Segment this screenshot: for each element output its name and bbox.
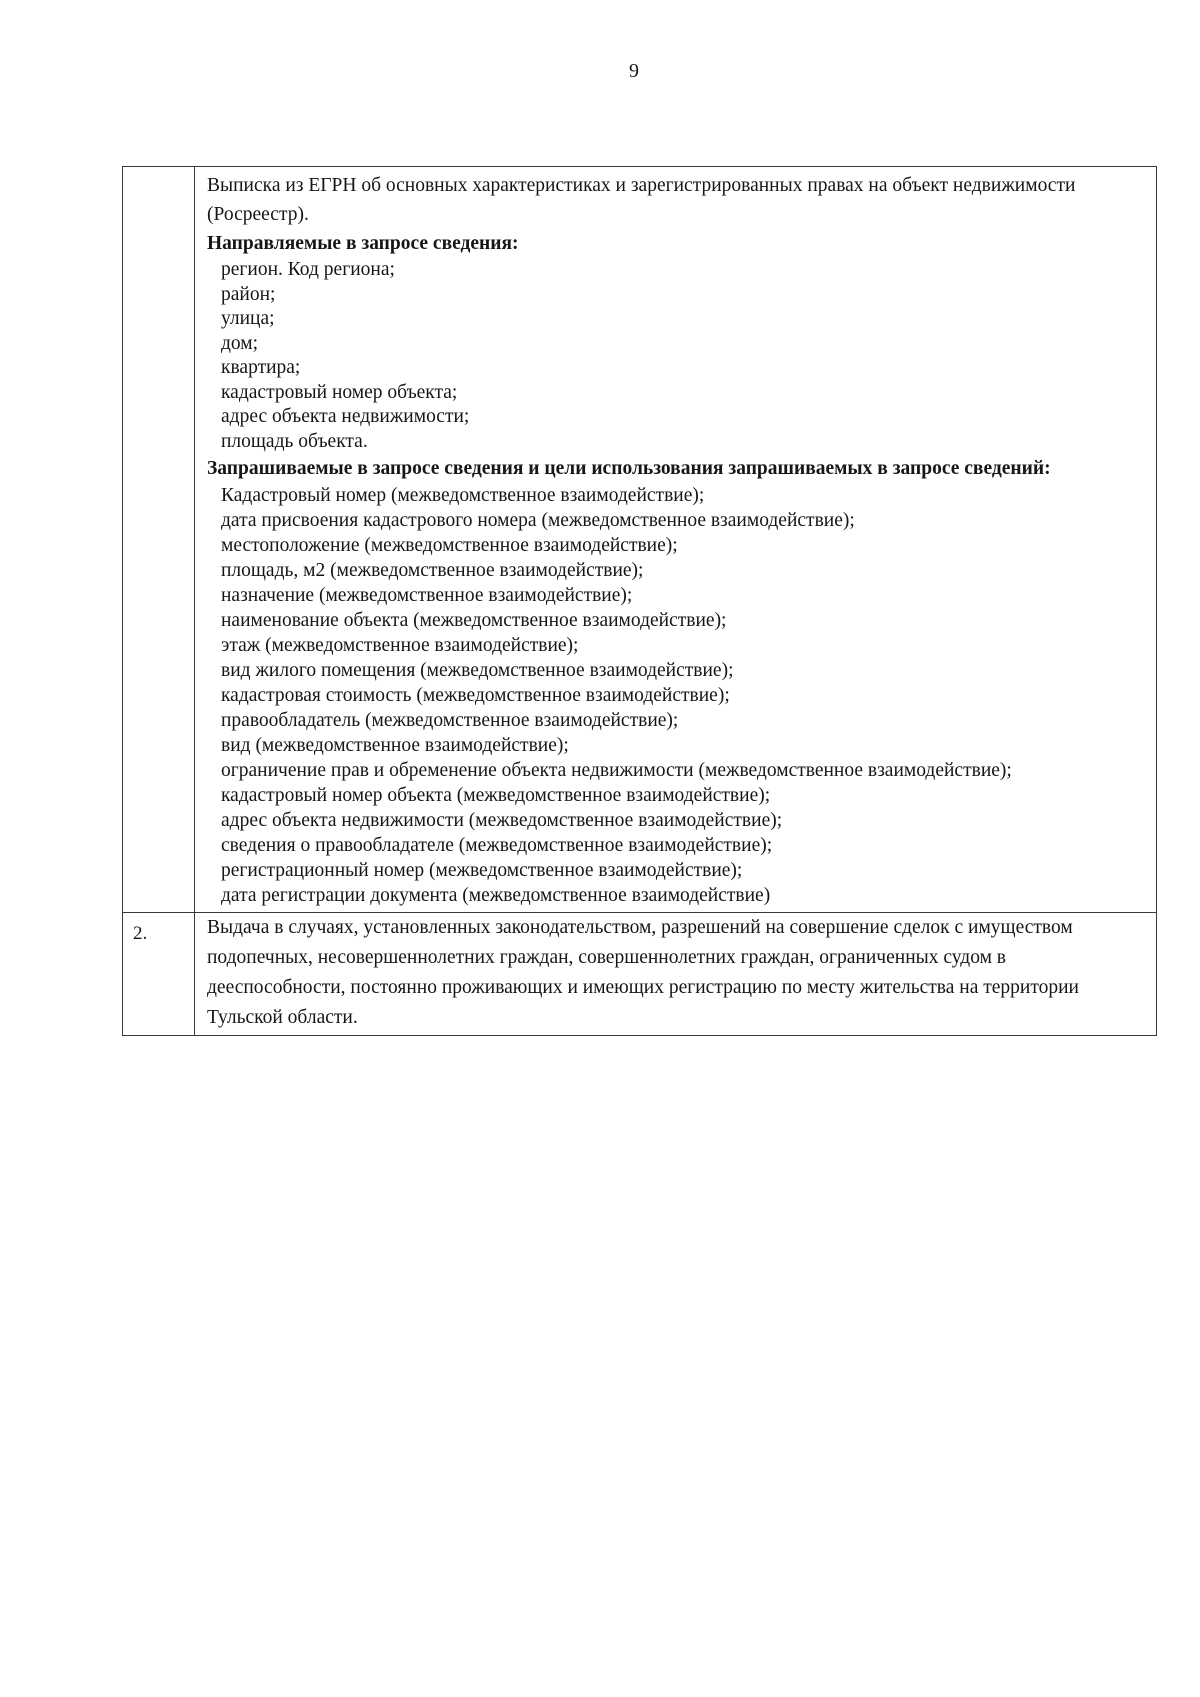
list-item: дата присвоения кадастрового номера (межведомственное взаимодействие); <box>221 510 855 531</box>
list-item: адрес объекта недвижимости; <box>221 406 470 427</box>
service-description: Выдача в случаях, установленных законодательством, разрешений на совершение сделок с имуществом подопечных, несовершеннолетних граждан, совершеннолетних граждан, ограниченных судом в дееспособности, постоянно проживающих и имеющих регистрацию по месту жительства на территории Тульской области. <box>207 917 1079 1028</box>
list-item: Кадастровый номер (межведомственное взаимодействие); <box>221 485 705 506</box>
list-item: наименование объекта (межведомственное взаимодействие); <box>221 610 727 631</box>
list-item: назначение (межведомственное взаимодействие); <box>221 585 633 606</box>
list-item: улица; <box>221 308 275 329</box>
list-item: кадастровый номер объекта (межведомственное взаимодействие); <box>221 785 771 806</box>
list-item: ограничение прав и обременение объекта недвижимости (межведомственное взаимодействие); <box>221 760 1012 781</box>
requested-info-heading: Запрашиваемые в запросе сведения и цели использования запрашиваемых в запросе сведений: <box>207 458 1051 479</box>
list-item: правообладатель (межведомственное взаимодействие); <box>221 710 679 731</box>
row-number-cell <box>123 167 195 913</box>
table-row <box>123 167 1157 913</box>
list-item: дата регистрации документа (межведомственное взаимодействие) <box>221 885 771 906</box>
row-content-cell <box>195 913 1157 1036</box>
list-item: площадь объекта. <box>221 430 368 452</box>
row-number: 2. <box>133 923 148 944</box>
table-row <box>123 913 1157 1036</box>
list-item: площадь, м2 (межведомственное взаимодействие); <box>221 560 644 581</box>
page-number: 9 <box>629 60 639 82</box>
list-item: вид (межведомственное взаимодействие); <box>221 735 569 756</box>
list-item: квартира; <box>221 357 301 378</box>
list-item: местоположение (межведомственное взаимодействие); <box>221 535 678 556</box>
list-item: этаж (межведомственное взаимодействие); <box>221 635 579 656</box>
requested-info-list <box>207 483 1146 908</box>
list-item: регистрационный номер (межведомственное взаимодействие); <box>221 860 743 881</box>
sent-info-heading: Направляемые в запросе сведения: <box>207 233 519 254</box>
list-item: кадастровая стоимость (межведомственное взаимодействие); <box>221 685 730 706</box>
sent-info-list <box>207 258 1146 454</box>
list-item: регион. Код региона; <box>221 259 395 280</box>
list-item: кадастровый номер объекта; <box>221 381 458 403</box>
row-number-cell <box>123 913 195 1036</box>
list-item: дом; <box>221 332 259 354</box>
list-item: район; <box>221 283 276 305</box>
services-table <box>122 166 1157 1036</box>
row-content-cell <box>195 167 1157 913</box>
extract-description: Выписка из ЕГРН об основных характеристиках и зарегистрированных правах на объект недвижимости (Росреестр). <box>207 175 1076 225</box>
list-item: адрес объекта недвижимости (межведомственное взаимодействие); <box>221 810 783 831</box>
list-item: сведения о правообладателе (межведомственное взаимодействие); <box>221 835 773 856</box>
list-item: вид жилого помещения (межведомственное взаимодействие); <box>221 660 734 681</box>
